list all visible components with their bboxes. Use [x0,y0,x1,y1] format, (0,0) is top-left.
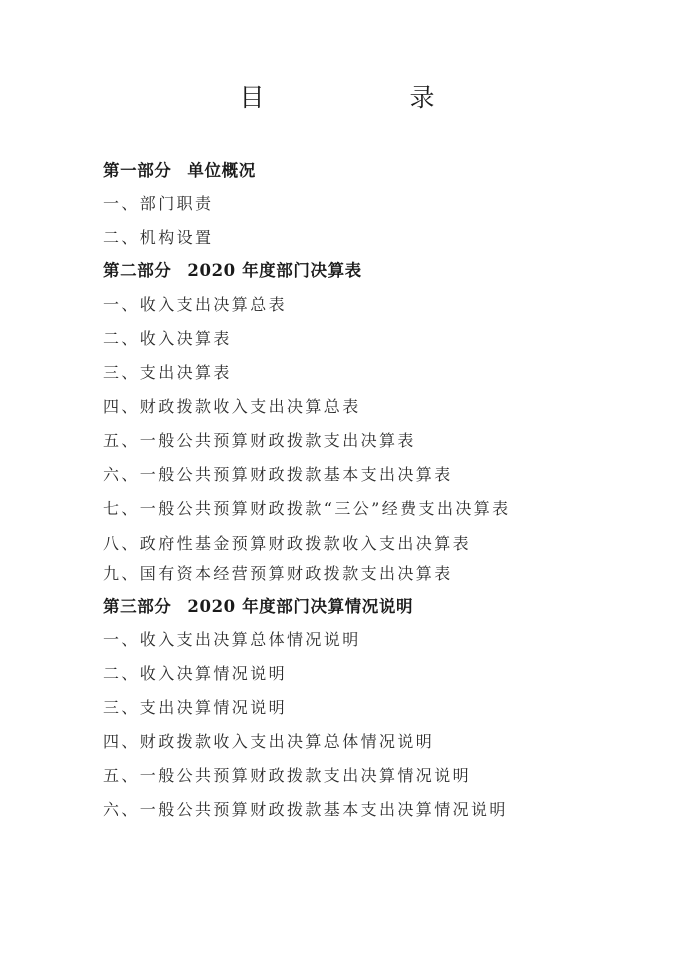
toc-part-title: 单位概况 [187,161,256,180]
toc-item: 四、财政拨款收入支出决算总体情况说明 [103,732,435,751]
toc-part-prefix: 第一部分 [103,161,172,180]
toc-part-title: 2020 年度部门决算情况说明 [187,597,414,616]
toc-item: 二、收入决算表 [103,329,232,348]
toc-item: 四、财政拨款收入支出决算总表 [103,397,361,416]
toc-item: 一、部门职责 [103,194,214,213]
toc-part-prefix: 第二部分 [103,261,172,280]
toc-item: 二、机构设置 [103,228,214,247]
toc-part-heading [103,596,413,618]
page-title: 目 录 [239,83,495,112]
toc-part-heading [103,160,256,182]
toc-item: 一、收入支出决算总表 [103,295,288,314]
toc-item: 五、一般公共预算财政拨款支出决算表 [103,431,416,450]
toc-item: 二、收入决算情况说明 [103,664,288,683]
toc-part-prefix: 第三部分 [103,597,172,616]
toc-item: 六、一般公共预算财政拨款基本支出决算表 [103,465,453,484]
toc-part-title: 2020 年度部门决算表 [187,261,362,280]
toc-part-heading [103,260,362,282]
toc-item: 九、国有资本经营预算财政拨款支出决算表 [103,564,453,583]
toc-item: 三、支出决算情况说明 [103,698,288,717]
toc-item: 五、一般公共预算财政拨款支出决算情况说明 [103,766,472,785]
toc-item: 一、收入支出决算总体情况说明 [103,630,361,649]
toc-item: 八、政府性基金预算财政拨款收入支出决算表 [103,534,472,553]
toc-item: 三、支出决算表 [103,363,232,382]
toc-item: 六、一般公共预算财政拨款基本支出决算情况说明 [103,800,508,819]
toc-item: 七、一般公共预算财政拨款“三公”经费支出决算表 [103,499,511,518]
